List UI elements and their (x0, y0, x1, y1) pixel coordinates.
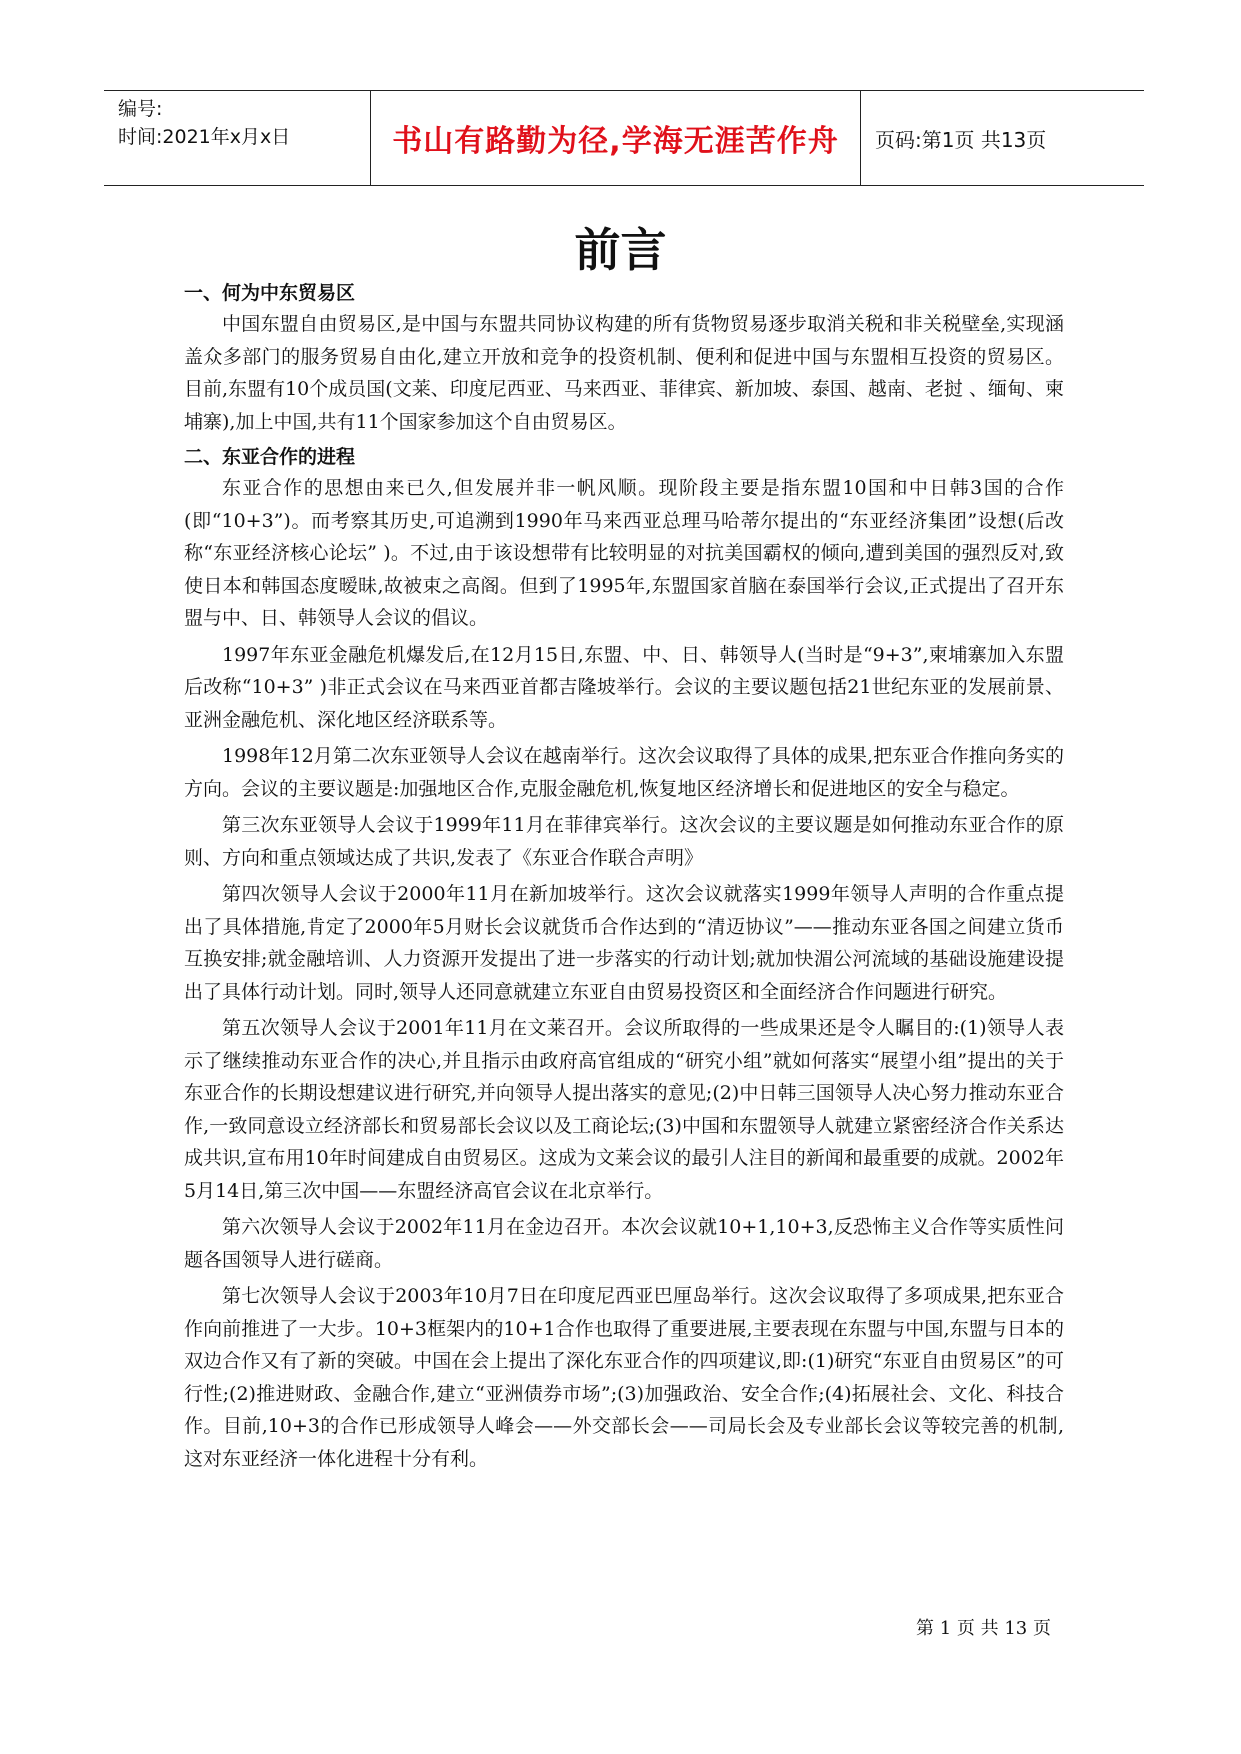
page-info-text: 页码:第1页 共13页 (875, 127, 1047, 152)
body-paragraph: 第三次东亚领导人会议于1999年11月在菲律宾举行。这次会议的主要议题是如何推动东亚合作的原则、方向和重点领域达成了共识,发表了《东亚合作联合声明》 (184, 814, 1064, 869)
document-time-label: 时间:2021年x月x日 (118, 126, 291, 148)
header-meta (104, 91, 370, 185)
section-heading: 一、何为中东贸易区 (184, 282, 356, 304)
page-footer: 第 1 页 共 13 页 (916, 1618, 1051, 1639)
header-page-info (861, 91, 1144, 185)
body-paragraph: 中国东盟自由贸易区,是中国与东盟共同协议构建的所有货物贸易逐步取消关税和非关税壁垒,实现涵盖众多部门的服务贸易自由化,建立开放和竞争的投资机制、便利和促进中国与东盟相互投资的贸易区。目前,东盟有10个成员国(文莱、印度尼西亚、马来西亚、菲律宾、新加坡、泰国、越南、老挝 、缅甸、柬埔寨),加上中国,共有11个国家参加这个自由贸易区。 (184, 313, 1064, 433)
page-title: 前言 (574, 223, 667, 277)
body-paragraph: 第七次领导人会议于2003年10月7日在印度尼西亚巴厘岛举行。这次会议取得了多项成果,把东亚合作向前推进了一大步。10+3框架内的10+1合作也取得了重要进展,主要表现在东盟与中国,东盟与日本的双边合作又有了新的突破。中国在会上提出了深化东亚合作的四项建议,即:(1)研究“东亚自由贸易区”的可行性;(2)推进财政、金融合作,建立“亚洲债券市场”;(3)加强政治、安全合作;(4)拓展社会、文化、科技合作。目前,10+3的合作已形成领导人峰会——外交部长会——司局长会及专业部长会议等较完善的机制,这对东亚经济一体化进程十分有利。 (184, 1285, 1064, 1470)
header-motto-cell (370, 91, 861, 185)
body-paragraph: 第五次领导人会议于2001年11月在文莱召开。会议所取得的一些成果还是令人瞩目的:(1)领导人表示了继续推动东亚合作的决心,并且指示由政府高官组成的“研究小组”就如何落实“展望小组”提出的关于东亚合作的长期设想建议进行研究,并向领导人提出落实的意见;(2)中日韩三国领导人决心努力推动东亚合作,一致同意设立经济部长和贸易部长会议以及工商论坛;(3)中国和东盟领导人就建立紧密经济合作关系达成共识,宣布用10年时间建成自由贸易区。这成为文莱会议的最引人注目的新闻和最重要的成就。2002年5月14日,第三次中国——东盟经济高官会议在北京举行。 (184, 1017, 1064, 1202)
section-heading: 二、东亚合作的进程 (184, 446, 356, 468)
page-header (104, 90, 1144, 186)
body-paragraph: 第六次领导人会议于2002年11月在金边召开。本次会议就10+1,10+3,反恐怖主义合作等实质性问题各国领导人进行磋商。 (184, 1216, 1064, 1271)
motto-text: 书山有路勤为径,学海无涯苦作舟 (392, 124, 839, 159)
body-paragraph: 第四次领导人会议于2000年11月在新加坡举行。这次会议就落实1999年领导人声明的合作重点提出了具体措施,肯定了2000年5月财长会议就货币合作达到的“清迈协议”——推动东亚各国之间建立货币互换安排;就金融培训、人力资源开发提出了进一步落实的行动计划;就加快湄公河流域的基础设施建设提出了具体行动计划。同时,领导人还同意就建立东亚自由贸易投资区和全面经济合作问题进行研究。 (184, 883, 1064, 1003)
body-paragraph: 1998年12月第二次东亚领导人会议在越南举行。这次会议取得了具体的成果,把东亚合作推向务实的方向。会议的主要议题是:加强地区合作,克服金融危机,恢复地区经济增长和促进地区的安全与稳定。 (184, 745, 1064, 800)
body-paragraph: 1997年东亚金融危机爆发后,在12月15日,东盟、中、日、韩领导人(当时是“9+3”,柬埔寨加入东盟后改称“10+3” )非正式会议在马来西亚首都吉隆坡举行。会议的主要议题包括21世纪东亚的发展前景、亚洲金融危机、深化地区经济联系等。 (184, 643, 1064, 731)
body-paragraph: 东亚合作的思想由来已久,但发展并非一帆风顺。现阶段主要是指东盟10国和中日韩3国的合作(即“10+3”)。而考察其历史,可追溯到1990年马来西亚总理马哈蒂尔提出的“东亚经济集团”设想(后改称“东亚经济核心论坛” )。不过,由于该设想带有比较明显的对抗美国霸权的倾向,遭到美国的强烈反对,致使日本和韩国态度暧昧,故被束之高阁。但到了1995年,东盟国家首脑在泰国举行会议,正式提出了召开东盟与中、日、韩领导人会议的倡议。 (184, 477, 1064, 629)
document-body (184, 278, 1064, 1479)
document-number-label: 编号: (118, 98, 163, 120)
